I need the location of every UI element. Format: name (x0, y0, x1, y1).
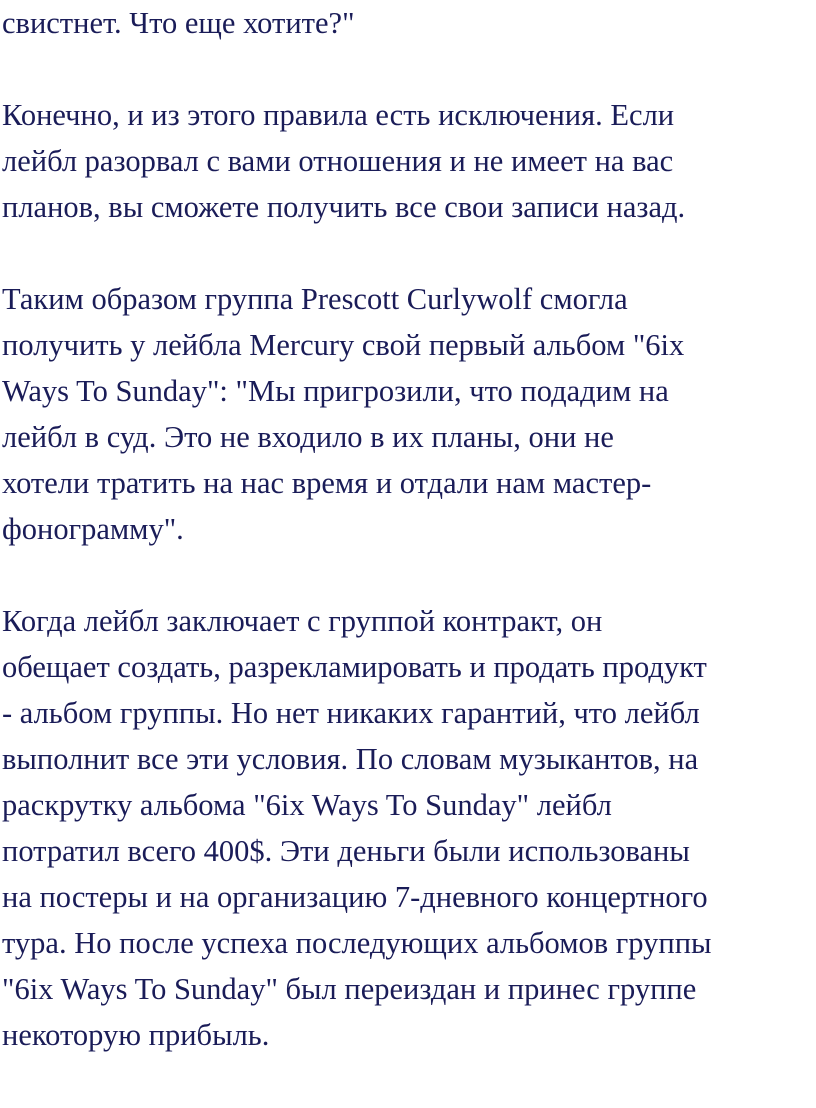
text-line: выполнит все эти условия. По словам музыкантов, на (2, 742, 699, 776)
text-line: планов, вы сможете получить все свои записи назад. (2, 190, 686, 224)
text-line: Ways To Sunday": "Мы пригрозили, что подадим на (2, 374, 669, 408)
paragraph-gap (2, 552, 816, 598)
text-line: - альбом группы. Но нет никаких гарантий, что лейбл (2, 696, 700, 730)
paragraph-4 (2, 598, 816, 1058)
text-line: свистнет. Что еще хотите?" (2, 6, 355, 40)
text-line: некоторую прибыль. (2, 1018, 270, 1052)
text-line: раскрутку альбома "6ix Ways To Sunday" лейбл (2, 788, 612, 822)
text-line: лейбл в суд. Это не входило в их планы, они не (2, 420, 614, 454)
text-line: на постеры и на организацию 7-дневного концертного (2, 880, 708, 914)
text-line: "6ix Ways To Sunday" был переиздан и принес группе (2, 972, 697, 1006)
text-line: обещает создать, разрекламировать и продать продукт (2, 650, 707, 684)
paragraph-gap (2, 230, 816, 276)
text-line: получить у лейбла Mercury свой первый альбом "6ix (2, 328, 685, 362)
paragraph-3 (2, 276, 816, 552)
paragraph-gap (2, 46, 816, 92)
text-line: фонограмму". (2, 512, 184, 546)
text-line: хотели тратить на нас время и отдали нам мастер- (2, 466, 652, 500)
paragraph-2 (2, 92, 816, 230)
text-line: Таким образом группа Prescott Curlywolf смогла (2, 282, 628, 316)
text-line: тура. Но после успеха последующих альбомов группы (2, 926, 712, 960)
text-line: Конечно, и из этого правила есть исключения. Если (2, 98, 675, 132)
text-line: Когда лейбл заключает с группой контракт, он (2, 604, 603, 638)
paragraph-1 (2, 0, 816, 46)
text-line: потратил всего 400$. Эти деньги были использованы (2, 834, 690, 868)
text-line: лейбл разорвал с вами отношения и не имеет на вас (2, 144, 674, 178)
